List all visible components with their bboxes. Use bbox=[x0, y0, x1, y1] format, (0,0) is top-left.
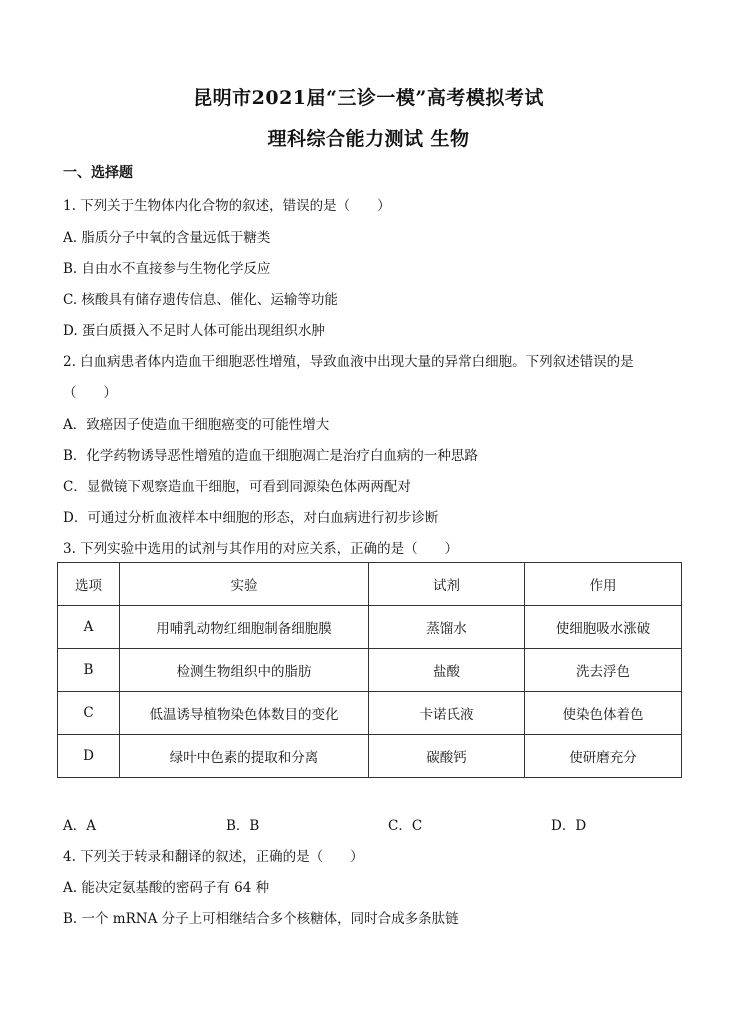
q4-stem: 4. 下列关于转录和翻译的叙述，正确的是（ ） bbox=[63, 849, 364, 865]
table-row bbox=[58, 735, 682, 778]
q2-stem-cont: （ ） bbox=[63, 385, 117, 401]
table-header-cell: 试剂 bbox=[369, 563, 525, 606]
q3-stem: 3. 下列实验中选用的试剂与其作用的对应关系，正确的是（ ） bbox=[63, 541, 459, 557]
table-header-cell: 选项 bbox=[58, 563, 120, 606]
q1-stem: 1. 下列关于生物体内化合物的叙述，错误的是（ ） bbox=[63, 198, 391, 214]
table-header-row bbox=[58, 563, 682, 606]
table-cell: B bbox=[58, 649, 120, 692]
q2-option-c: C．显微镜下观察造血干细胞，可看到同源染色体两两配对 bbox=[63, 479, 411, 495]
table-cell: 使研磨充分 bbox=[525, 735, 682, 778]
q1-option-a: A. 脂质分子中氧的含量远低于糖类 bbox=[63, 230, 271, 246]
q1-option-c: C. 核酸具有储存遗传信息、催化、运输等功能 bbox=[63, 292, 338, 308]
table-cell: 卡诺氏液 bbox=[369, 692, 525, 735]
table-header-cell: 实验 bbox=[120, 563, 369, 606]
table-row bbox=[58, 649, 682, 692]
q2-option-b: B．化学药物诱导恶性增殖的造血干细胞凋亡是治疗白血病的一种思路 bbox=[63, 448, 478, 464]
table-header-cell: 作用 bbox=[525, 563, 682, 606]
q4-option-b: B. 一个 mRNA 分子上可相继结合多个核糖体，同时合成多条肽链 bbox=[63, 911, 459, 927]
table-cell: D bbox=[58, 735, 120, 778]
q3-table bbox=[57, 562, 682, 778]
q1-option-d: D. 蛋白质摄入不足时人体可能出现组织水肿 bbox=[63, 323, 325, 339]
q3-answer-d: D．D bbox=[551, 818, 587, 834]
table-cell: 蒸馏水 bbox=[369, 606, 525, 649]
exam-subtitle: 理科综合能力测试 生物 bbox=[267, 128, 470, 150]
table-cell: 盐酸 bbox=[369, 649, 525, 692]
q1-option-b: B. 自由水不直接参与生物化学反应 bbox=[63, 261, 271, 277]
section-heading: 一、选择题 bbox=[63, 165, 133, 181]
q3-answer-c: C．C bbox=[388, 818, 423, 834]
table-cell: 使细胞吸水涨破 bbox=[525, 606, 682, 649]
q2-option-d: D．可通过分析血液样本中细胞的形态，对白血病进行初步诊断 bbox=[63, 510, 439, 526]
table-cell: 用哺乳动物红细胞制备细胞膜 bbox=[120, 606, 369, 649]
exam-title: 昆明市2021届“三诊一模”高考模拟考试 bbox=[193, 87, 544, 109]
q2-stem: 2. 白血病患者体内造血干细胞恶性增殖，导致血液中出现大量的异常白细胞。下列叙述错误的是 bbox=[63, 354, 634, 370]
table-row bbox=[58, 606, 682, 649]
q2-option-a: A．致癌因子使造血干细胞癌变的可能性增大 bbox=[63, 417, 330, 433]
table-cell: 低温诱导植物染色体数目的变化 bbox=[120, 692, 369, 735]
table-row bbox=[58, 692, 682, 735]
table-cell: 绿叶中色素的提取和分离 bbox=[120, 735, 369, 778]
table-cell: 使染色体着色 bbox=[525, 692, 682, 735]
q3-answer-b: B．B bbox=[226, 818, 260, 834]
table-cell: 碳酸钙 bbox=[369, 735, 525, 778]
table-cell: A bbox=[58, 606, 120, 649]
q3-answer-a: A．A bbox=[63, 818, 96, 834]
q4-option-a: A. 能决定氨基酸的密码子有 64 种 bbox=[63, 880, 270, 896]
table-cell: 检测生物组织中的脂肪 bbox=[120, 649, 369, 692]
table-cell: 洗去浮色 bbox=[525, 649, 682, 692]
table-cell: C bbox=[58, 692, 120, 735]
